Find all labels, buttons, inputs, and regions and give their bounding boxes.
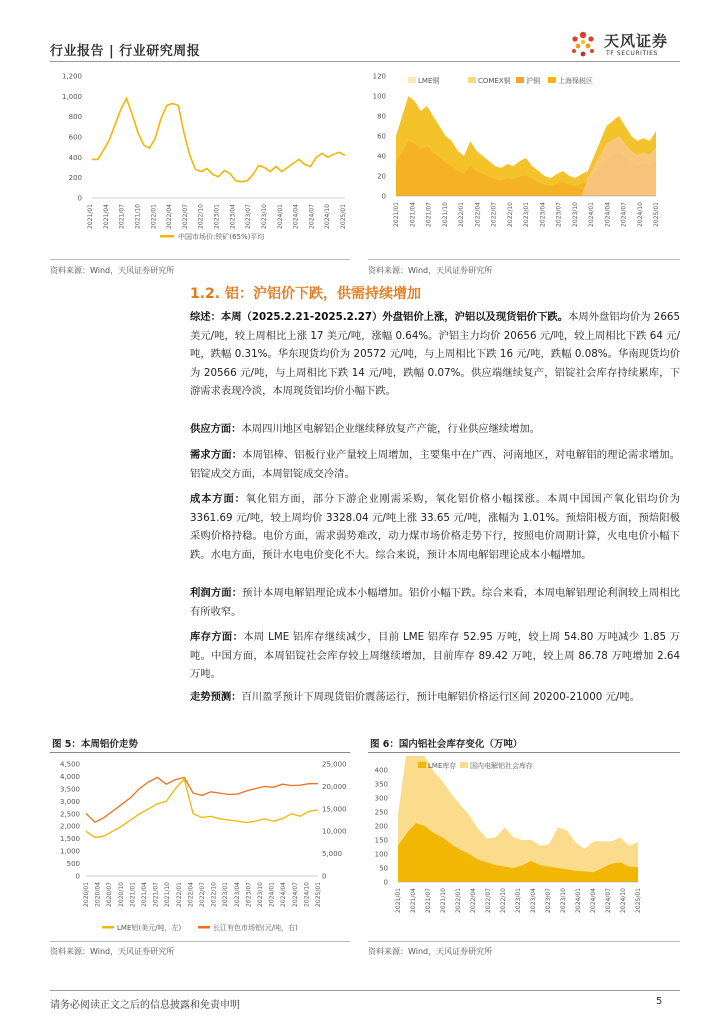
x-tick-label: 2023/01 xyxy=(213,204,221,229)
supply-label: 供应方面： xyxy=(190,423,242,435)
x-tick-label: 2020/10 xyxy=(117,882,125,907)
x-tick-label: 2024/04 xyxy=(604,202,612,227)
y-tick-label: 300 xyxy=(374,794,388,803)
y-tick-label: 25,000 xyxy=(322,760,347,769)
x-tick-label: 2022/01 xyxy=(458,202,465,227)
source-note: 资料来源：Wind，天风证券研究所 xyxy=(368,266,493,275)
y-tick-label: 10,000 xyxy=(322,827,347,836)
series-line-lme xyxy=(86,779,318,838)
x-tick-label: 2022/07 xyxy=(490,202,498,227)
figure-6-divider xyxy=(368,752,680,753)
x-tick-label: 2024/04 xyxy=(292,204,300,229)
x-tick-label: 2023/10 xyxy=(257,882,264,907)
legend-swatch xyxy=(460,762,468,768)
y-tick-label: 200 xyxy=(374,822,388,831)
legend-label: 上海保税区 xyxy=(558,77,593,85)
x-tick-label: 2024/01 xyxy=(588,202,595,227)
x-tick-label: 2025/01 xyxy=(653,202,660,227)
forecast-text: 百川盈孚预计下周现货铝价震荡运行，预计电解铝价格运行区间 20200-21000 元/吨。 xyxy=(241,691,640,703)
x-tick-label: 2024/07 xyxy=(308,204,316,229)
x-tick-label: 2022/10 xyxy=(506,202,514,227)
x-tick-label: 2023/01 xyxy=(523,202,530,227)
x-tick-label: 2021/10 xyxy=(441,202,449,227)
y-tick-label: 15,000 xyxy=(322,805,347,814)
x-tick-label: 2024/01 xyxy=(575,888,582,913)
x-tick-label: 2024/10 xyxy=(620,888,627,913)
x-tick-label: 2023/07 xyxy=(555,202,563,227)
x-tick-label: 2021/07 xyxy=(425,202,433,227)
y-tick-label: 4,500 xyxy=(59,760,80,769)
y-tick-label: 800 xyxy=(68,113,82,122)
x-tick-label: 2024/10 xyxy=(303,882,311,907)
profit-label: 利润方面： xyxy=(190,587,243,599)
logo-english-name: TF SECURITIES xyxy=(606,50,658,57)
summary-label: 综述：本周（2025.2.21-2025.2.27）外盘铝价上涨，沪铝以及现货铝价下跌。 xyxy=(190,311,569,323)
legend-label: COMEX铜 xyxy=(478,77,511,85)
legend-label: 沪铜 xyxy=(526,77,540,85)
series-line xyxy=(92,98,345,181)
x-tick-label: 2021/04 xyxy=(409,202,417,227)
x-tick-label: 2023/01 xyxy=(222,882,230,907)
legend-swatch xyxy=(160,235,174,238)
x-tick-label: 2024/07 xyxy=(620,202,628,227)
summary-text: 本周外盘铝均价为 2665 美元/吨，较上周相比上涨 17 美元/吨，涨幅 0.64%。沪铝主力均价 20656 元/吨，较上周相比下跌 64 元/吨，跌幅 0.31%。华东现货均价为 20572 元/吨，与上周相比下跌 16 元/吨，跌幅 0.08%。华南现货均价为 20566 元/吨，与上周相比下跌 14 元/吨，跌幅 0.07%。供应端继续复产，铝锭社会库存持续累库，下游需求表现冷淡，本周现货铝均价小幅下跌。 xyxy=(190,311,680,397)
x-tick-label: 2021/10 xyxy=(134,204,142,229)
x-tick-label: 2022/10 xyxy=(210,882,218,907)
aluminum-price-chart xyxy=(50,756,350,936)
figure-5-title: 图 5：本周铝价走势 xyxy=(52,739,138,750)
x-tick-label: 2024/07 xyxy=(291,882,299,907)
y-tick-label: 4,000 xyxy=(59,772,80,781)
x-tick-label: 2022/04 xyxy=(187,882,195,907)
y-tick-label: 350 xyxy=(374,780,388,789)
demand-paragraph xyxy=(190,446,680,483)
x-tick-label: 2022/10 xyxy=(197,204,205,229)
x-tick-label: 2021/04 xyxy=(141,882,148,907)
y-tick-label: 40 xyxy=(377,152,386,161)
x-tick-label: 2024/10 xyxy=(324,204,332,229)
x-tick-label: 2023/04 xyxy=(233,882,241,907)
inventory-paragraph xyxy=(190,628,680,684)
y-tick-label: 1,500 xyxy=(59,835,80,844)
x-tick-label: 2023/07 xyxy=(245,204,253,229)
y-tick-label: 2,000 xyxy=(59,822,80,831)
logo-flower-icon xyxy=(566,27,600,61)
x-tick-label: 2022/01 xyxy=(150,204,158,229)
x-tick-label: 2024/01 xyxy=(268,882,276,907)
legend-swatch xyxy=(516,77,524,83)
x-tick-label: 2021/07 xyxy=(425,888,432,913)
x-tick-label: 2025/01 xyxy=(635,888,642,913)
x-tick-label: 2022/01 xyxy=(175,882,183,907)
x-tick-label: 2021/10 xyxy=(164,882,172,907)
x-tick-label: 2023/10 xyxy=(571,202,579,227)
y-tick-label: 0 xyxy=(383,878,388,887)
legend-swatch xyxy=(408,77,416,83)
y-tick-label: 0 xyxy=(322,872,327,881)
y-tick-label: 1,200 xyxy=(61,72,82,81)
y-tick-label: 60 xyxy=(377,132,386,141)
source-divider xyxy=(368,941,680,942)
y-tick-label: 250 xyxy=(374,808,388,817)
source-note: 资料来源：Wind，天风证券研究所 xyxy=(368,947,493,956)
supply-text: 本周四川地区电解铝企业继续释放复产产能，行业供应继续增加。 xyxy=(241,423,541,435)
y-tick-label: 20,000 xyxy=(322,782,347,791)
x-tick-label: 2021/01 xyxy=(129,882,137,907)
x-tick-label: 2021/04 xyxy=(102,204,110,229)
x-tick-label: 2024/01 xyxy=(276,204,284,229)
legend-swatch xyxy=(198,926,210,929)
x-tick-label: 2021/07 xyxy=(152,882,160,907)
summary-paragraph xyxy=(190,308,680,401)
logo-chinese-name: 天风证券 xyxy=(604,32,669,50)
x-tick-label: 2023/10 xyxy=(560,888,567,913)
x-tick-label: 2022/04 xyxy=(470,888,477,913)
forecast-label: 走势预测： xyxy=(190,691,242,703)
header-divider xyxy=(50,61,680,62)
y-tick-label: 20 xyxy=(377,172,386,181)
legend-swatch xyxy=(468,77,476,83)
x-tick-label: 2022/01 xyxy=(455,888,462,913)
source-note: 资料来源：Wind，天风证券研究所 xyxy=(50,266,175,275)
source-divider xyxy=(50,259,350,260)
legend-label: LME库存 xyxy=(428,762,457,770)
demand-label: 需求方面： xyxy=(190,449,243,461)
y-tick-label: 1,000 xyxy=(59,847,80,856)
x-tick-label: 2022/07 xyxy=(485,888,492,913)
x-tick-label: 2025/01 xyxy=(340,204,347,229)
company-logo xyxy=(566,27,686,61)
y-tick-label: 5,000 xyxy=(322,850,343,859)
section-heading: 1.2. 铝：沪铝价下跌，供需持续增加 xyxy=(190,286,421,302)
y-tick-label: 500 xyxy=(66,860,80,869)
figure-5-divider xyxy=(50,752,350,753)
legend-swatch xyxy=(548,77,556,83)
inventory-text: 本周 LME 铝库存继续减少，目前 LME 铝库存 52.95 万吨，较上周 54.80 万吨减少 1.85 万吨。中国方面，本周铝锭社会库存较上周继续增加，目前库存 89.42 万吨，较上周 86.78 万吨增加 2.64 万吨。 xyxy=(190,631,681,680)
y-tick-label: 0 xyxy=(381,192,386,201)
x-tick-label: 2023/04 xyxy=(229,204,237,229)
y-tick-label: 3,500 xyxy=(59,785,80,794)
report-header-title: 行业报告 | 行业研究周报 xyxy=(50,44,201,59)
cost-label: 成本方面： xyxy=(190,493,246,505)
y-tick-label: 600 xyxy=(68,133,82,142)
page-number: 5 xyxy=(656,996,663,1007)
y-tick-label: 100 xyxy=(374,850,388,859)
x-tick-label: 2021/01 xyxy=(395,888,402,913)
demand-text: 本周铝棒、铝板行业产量较上周增加，主要集中在广西、河南地区，对电解铝的理论需求增加。铝锭成交方面，本周铝锭成交冷清。 xyxy=(190,449,681,480)
legend-label: 中国市场价:铁矿(65%)平均 xyxy=(178,233,265,241)
y-tick-label: 0 xyxy=(75,872,80,881)
legend-swatch xyxy=(418,762,426,768)
x-tick-label: 2020/07 xyxy=(106,882,114,907)
x-tick-label: 2023/04 xyxy=(539,202,547,227)
legend-label: LME铝(美元/吨，左) xyxy=(117,924,182,932)
y-tick-label: 3,000 xyxy=(59,797,80,806)
x-tick-label: 2020/04 xyxy=(94,882,102,907)
x-tick-label: 2021/04 xyxy=(410,888,417,913)
series-line-changjiang xyxy=(86,777,318,822)
x-tick-label: 2023/10 xyxy=(260,204,268,229)
x-tick-label: 2021/01 xyxy=(87,204,94,229)
legend-label: 长江有色市场铝(元/吨，右) xyxy=(213,924,298,932)
y-tick-label: 2,500 xyxy=(59,810,80,819)
x-tick-label: 2023/07 xyxy=(245,882,253,907)
supply-paragraph xyxy=(190,420,680,439)
x-tick-label: 2021/07 xyxy=(118,204,126,229)
aluminum-inventory-chart xyxy=(368,756,680,936)
x-tick-label: 2022/10 xyxy=(500,888,507,913)
x-tick-label: 2024/07 xyxy=(605,888,612,913)
legend-swatch xyxy=(102,926,114,929)
profit-paragraph xyxy=(190,584,680,621)
x-tick-label: 2020/01 xyxy=(83,882,90,907)
x-tick-label: 2024/04 xyxy=(280,882,288,907)
x-tick-label: 2021/01 xyxy=(393,202,400,227)
y-tick-label: 400 xyxy=(374,766,388,775)
copper-inventory-chart xyxy=(368,68,680,253)
y-tick-label: 150 xyxy=(374,836,388,845)
x-tick-label: 2022/04 xyxy=(474,202,482,227)
source-divider xyxy=(368,259,680,260)
legend-label: 国内电解铝社会库存 xyxy=(470,762,533,770)
source-divider xyxy=(50,941,350,942)
x-tick-label: 2024/10 xyxy=(636,202,644,227)
x-tick-label: 2023/07 xyxy=(545,888,552,913)
iron-ore-price-chart xyxy=(50,68,350,253)
cost-paragraph xyxy=(190,490,680,564)
y-tick-label: 1,000 xyxy=(61,92,82,101)
y-tick-label: 80 xyxy=(377,112,386,121)
x-tick-label: 2025/01 xyxy=(315,882,322,907)
y-tick-label: 50 xyxy=(379,864,388,873)
x-tick-label: 2021/10 xyxy=(440,888,447,913)
y-tick-label: 120 xyxy=(372,72,386,81)
profit-text: 预计本周电解铝理论成本小幅增加。铝价小幅下跌。综合来看，本周电解铝理论利润较上周相比有所收窄。 xyxy=(190,587,681,618)
inventory-label: 库存方面： xyxy=(190,631,244,643)
y-tick-label: 400 xyxy=(68,153,82,162)
y-tick-label: 200 xyxy=(68,174,82,183)
figure-6-title: 图 6：国内铝社会库存变化（万吨） xyxy=(370,739,523,750)
forecast-paragraph xyxy=(190,688,680,707)
x-tick-label: 2024/04 xyxy=(590,888,597,913)
footer-divider xyxy=(50,990,680,991)
y-tick-label: 100 xyxy=(372,92,386,101)
cost-text: 氧化铝方面，部分下游企业刚需采购，氧化铝价格小幅探涨。本周中国国产氧化铝均价为 3361.69 元/吨，较上周均价 3328.04 元/吨上涨 33.65 元/吨，涨幅为 1.01%。预焙阳极方面，预焙阳极采购价格持稳。电价方面，需求弱势难改，动力煤市场价格走势下行，按照电价周期计算，火电电价小幅下跌。水电方面，预计水电电价变化不大。综合来说，预计本周电解铝理论成本小幅增加。 xyxy=(190,493,681,561)
x-tick-label: 2023/01 xyxy=(515,888,522,913)
footer-disclaimer: 请务必阅读正文之后的信息披露和免责申明 xyxy=(50,1000,240,1011)
x-tick-label: 2022/07 xyxy=(181,204,189,229)
source-note: 资料来源：Wind，天风证券研究所 xyxy=(50,947,175,956)
x-tick-label: 2022/07 xyxy=(199,882,206,907)
x-tick-label: 2023/04 xyxy=(530,888,537,913)
legend-label: LME铜 xyxy=(418,77,440,85)
x-tick-label: 2022/04 xyxy=(166,204,174,229)
y-tick-label: 0 xyxy=(77,194,82,203)
